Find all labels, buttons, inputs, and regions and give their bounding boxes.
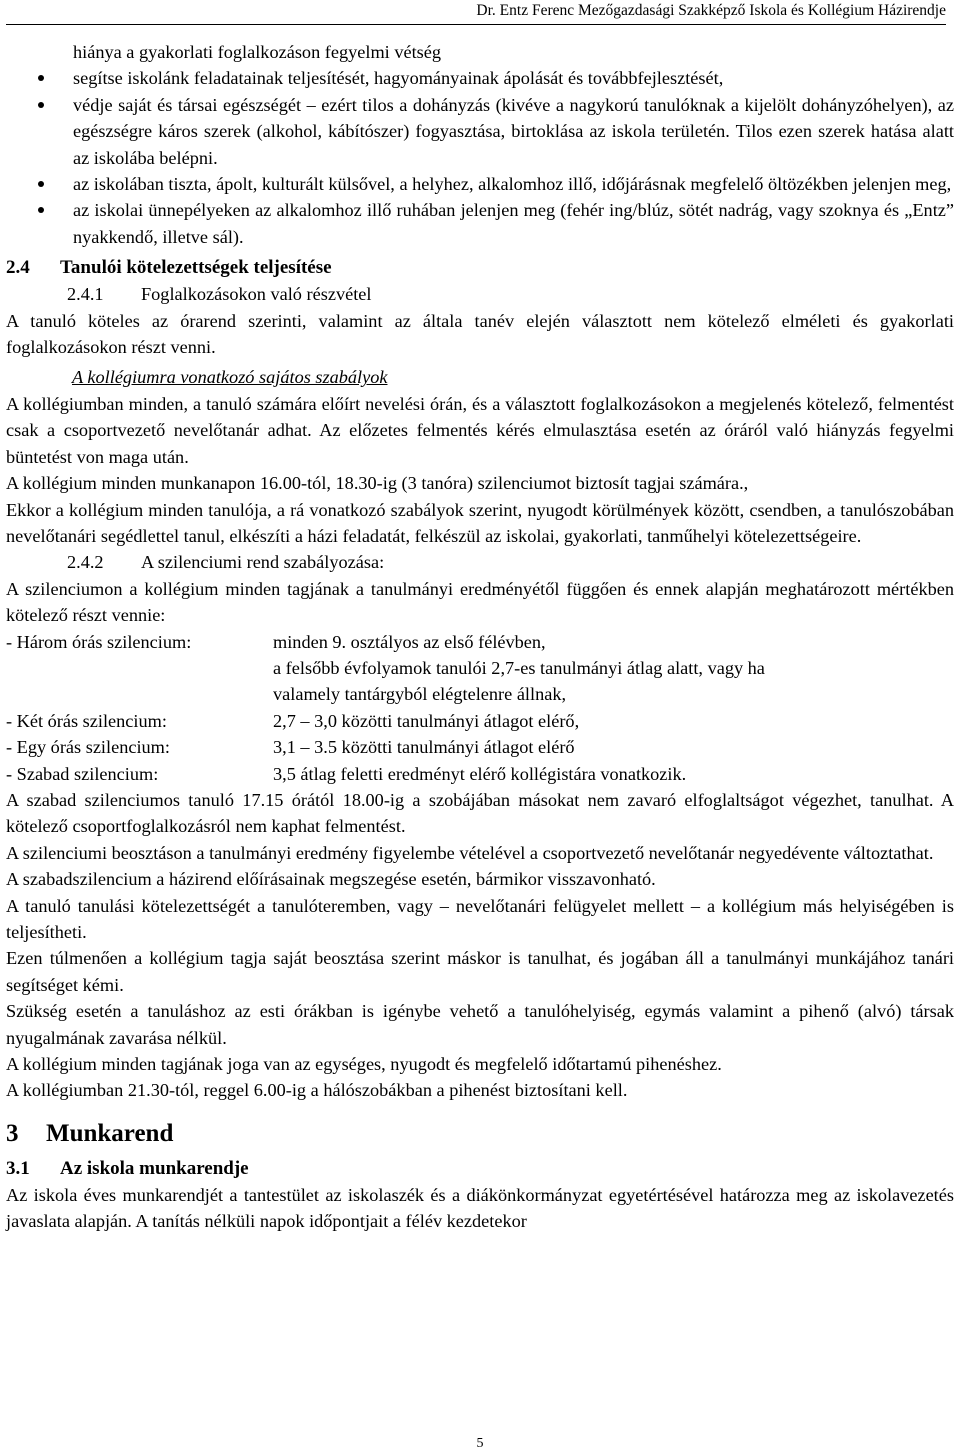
silencium-row: - Szabad szilencium: 3,5 átlag feletti eredményt elérő kollégistára vonatkozik. bbox=[6, 763, 687, 784]
header-title: Dr. Entz Ferenc Mezőgazdasági Szakképző Iskola és Kollégium Házirendje bbox=[476, 2, 946, 19]
silencium-row: - Két órás szilencium: 2,7 – 3,0 közötti tanulmányi átlagot elérő, bbox=[6, 710, 580, 731]
paragraph-work-schedule: Az iskola éves munkarendjét a tantestület az iskolaszék és a diákönkormányzat egyetértésével határozza meg az iskolavezetés javaslata alapján. A tanítás nélküli napok időpontjait a félév kezdetekor bbox=[6, 1184, 954, 1232]
subsection-heading-2-4-2: 2.4.2 A szilenciumi rend szabályozása: bbox=[67, 552, 385, 573]
section-heading-2-4: 2.4 Tanulói kötelezettségek teljesítése bbox=[6, 257, 332, 279]
silencium-paragraph: A szilenciumi beosztáson a tanulmányi eredmény figyelembe vételével a csoportvezető nevelőtanár negyedévente változtathat. bbox=[6, 842, 934, 863]
subsection-heading-2-4-1: 2.4.1 Foglalkozásokon való részvétel bbox=[67, 284, 372, 305]
page-header bbox=[6, 0, 946, 25]
section-heading-3-1: 3.1 Az iskola munkarendje bbox=[6, 1157, 249, 1179]
silencium-paragraph: A szabadszilencium a házirend előírásainak megszegése esetén, bármikor visszavonható. bbox=[6, 869, 656, 890]
bullet-icon bbox=[38, 75, 44, 81]
kollegium-paragraph: Ekkor a kollégium minden tanulója, a rá vonatkozó szabályok szerint, nyugodt körülmények között, csendben, a tanulószobában nevelőtanári segédlettel tanul, elkészíti a házi feladatát, felkészül az iskolai, gyakorlati, tanműhelyi kötelezettségeire. bbox=[6, 499, 954, 546]
silencium-row-continuation: a felsőbb évfolyamok tanulói 2,7-es tanulmányi átlag alatt, vagy ha bbox=[273, 657, 765, 678]
kollegium-paragraph: A kollégium minden munkanapon 16.00-tól, 18.30-ig (3 tanóra) szilenciumot biztosít tagjai számára., bbox=[6, 473, 749, 494]
silencium-row-continuation: valamely tantárgyból elégtelenre állnak, bbox=[273, 684, 567, 705]
paragraph-attendance: A tanuló köteles az órarend szerinti, valamint az általa tanév elején választott nem kötelező elméleti és gyakorlati foglalkozásokon részt venni. bbox=[6, 310, 954, 358]
silencium-row: - Három órás szilencium: minden 9. osztályos az első félévben, bbox=[6, 631, 546, 652]
silencium-intro-paragraph: A szilenciumon a kollégium minden tagjának a tanulmányi eredményétől függően és ennek alapján meghatározott mértékben kötelező részt vennie: bbox=[6, 578, 954, 626]
silencium-paragraph: A szabad szilenciumos tanuló 17.15 órától 18.00-ig a szobájában másokat nem zavaró elfoglaltságot végezhet, tanulhat. A kötelező csoportfoglalkozásról nem kaphat felmentést. bbox=[6, 789, 954, 837]
silencium-row: - Egy órás szilencium: 3,1 – 3.5 közötti tanulmányi átlagot elérő bbox=[6, 737, 575, 758]
bullet-item: segítse iskolánk feladatainak teljesítését, hagyományainak ápolását és továbbfejlesztését, bbox=[6, 65, 954, 91]
page-number: 5 bbox=[476, 1436, 484, 1451]
silencium-paragraph: Ezen túlmenően a kollégium tagja saját beosztása szerint máskor is tanulhat, és jogában áll a tanulmányi munkájához tanári segítséget kémi. bbox=[6, 948, 954, 995]
chapter-heading-3: 3 Munkarend bbox=[6, 1119, 174, 1147]
silencium-paragraph: A kollégiumban 21.30-tól, reggel 6.00-ig a hálószobákban a pihenést biztosítani kell. bbox=[6, 1080, 628, 1101]
bullet-item: az iskolában tiszta, ápolt, kulturált külsővel, a helyhez, alkalomhoz illő, időjárásnak megfelelő öltözékben jelenjen meg, bbox=[6, 171, 954, 197]
bullet-item: az iskolai ünnepélyeken az alkalomhoz illő ruhában jelenjen meg (fehér ing/blúz, sötét nadrág, vagy szoknya és „Entz” nyakkendő, illetve sál). bbox=[6, 197, 954, 250]
bullet-icon bbox=[38, 207, 44, 213]
bullet-icon bbox=[38, 181, 44, 187]
silencium-paragraph: A kollégium minden tagjának joga van az egységes, nyugodt és megfelelő időtartamú pihenéshez. bbox=[6, 1054, 722, 1075]
silencium-paragraph: A tanuló tanulási kötelezettségét a tanulóteremben, vagy – nevelőtanári felügyelet mellett – a kollégium más helyiségében is teljesítheti. bbox=[6, 895, 954, 942]
bullet-item: védje saját és társai egészségét – ezért tilos a dohányzás (kivéve a nagykorú tanulóknak a kijelölt dohányzóhelyen), az egészségre káros szerek (alkohol, kábítószer) fogyasztása, birtoklása az iskola területén. Tilos ezen szerek hatása alatt az iskolába belépni. bbox=[6, 92, 954, 171]
kollegium-paragraph: A kollégiumban minden, a tanuló számára előírt nevelési órán, és a választott foglalkozásokon a megjelenés kötelező, felmentést csak a csoportvezető nevelőtanár adhat. Az előzetes felmentés kérés elmulasztása esetén az óráról való hiányzás fegyelmi büntetést von maga után. bbox=[6, 393, 954, 467]
kollegium-rules-heading: A kollégiumra vonatkozó sajátos szabályok bbox=[72, 367, 388, 388]
bullet-icon bbox=[38, 102, 44, 108]
silencium-paragraph: Szükség esetén a tanuláshoz az esti órákban is igénybe vehető a tanulóhelyiség, egymás valamint a pihenő (alvó) társak nyugalmának zavarása nélkül. bbox=[6, 1001, 954, 1048]
continuation-line: hiánya a gyakorlati foglalkozáson fegyelmi vétség bbox=[73, 42, 442, 62]
document-body bbox=[6, 39, 954, 1235]
